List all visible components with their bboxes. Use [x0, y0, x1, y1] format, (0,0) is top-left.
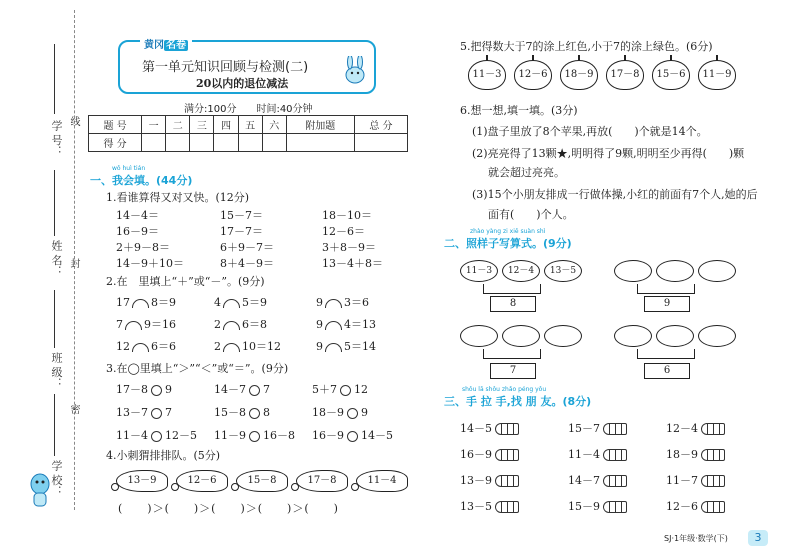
apple[interactable]: 15－6	[652, 60, 690, 90]
score-cell[interactable]	[354, 134, 407, 152]
q3-item: 5＋7 12	[312, 383, 368, 396]
school-line	[54, 394, 55, 456]
compare-circle[interactable]	[340, 385, 351, 396]
plant-stem	[483, 349, 541, 359]
answer-blank[interactable]	[223, 343, 240, 352]
score-table	[88, 115, 408, 152]
score-header: 总 分	[354, 116, 407, 134]
score-info: 满分:100分 时间:40分钟	[184, 104, 313, 115]
q1-item: 18－10＝	[322, 209, 372, 222]
match-item[interactable]: 11－4	[568, 446, 627, 462]
q1-item: 16－9＝	[116, 225, 159, 238]
q2-item: 4 5＝9	[214, 296, 267, 309]
q4-prompt: 4.小刺猬排排队。(5分)	[106, 449, 221, 462]
name-label: 姓 名：	[50, 240, 63, 277]
hand-icon	[495, 423, 519, 435]
plant-leaf[interactable]	[656, 325, 694, 347]
compare-circle[interactable]	[151, 408, 162, 419]
apple[interactable]: 17－8	[606, 60, 644, 90]
score-header: 题 号	[89, 116, 142, 134]
q3-prompt: 3.在◯里填上“＞”“＜”或“＝”。(9分)	[106, 362, 289, 375]
compare-circle[interactable]	[347, 431, 358, 442]
q2-item: 12 6＝6	[116, 340, 176, 353]
q3-item: 16－9 14－5	[312, 429, 393, 442]
hedgehog: 13－9	[116, 470, 168, 492]
class-label: 班 级：	[50, 352, 63, 389]
hand-icon	[495, 475, 519, 487]
score-header: 附加题	[286, 116, 354, 134]
match-item[interactable]: 13－9	[460, 472, 519, 488]
hand-icon	[701, 501, 725, 513]
q2-item: 9 3＝6	[316, 296, 369, 309]
match-item[interactable]: 11－7	[666, 472, 725, 488]
cut-word-secret: 密	[68, 404, 79, 414]
section3-pinyin: shǒu lā shǒu zhǎo péng yǒu	[462, 386, 547, 393]
q1-item: 17－7＝	[220, 225, 263, 238]
q3-item: 11－4 12－5	[116, 429, 197, 442]
match-item[interactable]: 12－4	[666, 420, 725, 436]
section2-title: 二、照样子写算式。(9分)	[444, 237, 572, 250]
student-number-label: 学 号：	[50, 120, 63, 157]
match-item[interactable]: 15－7	[568, 420, 627, 436]
q1-item: 14－9＋10＝	[116, 257, 184, 270]
match-item[interactable]: 18－9	[666, 446, 725, 462]
brand-logo: 黄冈 名卷	[140, 36, 192, 52]
plant-pot: 6	[644, 363, 690, 379]
plant-leaf[interactable]	[460, 325, 498, 347]
section1-title: 一、我会填。(44分)	[90, 174, 193, 187]
page-number: 3	[748, 530, 768, 546]
q1-item: 12－6＝	[322, 225, 365, 238]
q2-prompt: 2.在 里填上“＋”或“－”。(9分)	[106, 275, 265, 288]
hand-icon	[495, 449, 519, 461]
match-item[interactable]: 12－6	[666, 498, 725, 514]
q2-item: 17 8＝9	[116, 296, 176, 309]
apple[interactable]: 11－3	[468, 60, 506, 90]
q2-item: 2 6＝8	[214, 318, 267, 331]
q6-line: (1)盘子里放了8个苹果,再放( )个就是14个。	[472, 125, 708, 138]
name-line	[54, 170, 55, 236]
hand-icon	[495, 501, 519, 513]
compare-circle[interactable]	[249, 385, 260, 396]
plant-leaf[interactable]	[544, 325, 582, 347]
q2-item: 9 5＝14	[316, 340, 376, 353]
hand-icon	[603, 449, 627, 461]
plant-leaf[interactable]	[698, 260, 736, 282]
class-line	[54, 290, 55, 348]
score-cell[interactable]	[142, 134, 166, 152]
q1-item: 13－4＋8＝	[322, 257, 383, 270]
page-subtitle: 20以内的退位减法	[196, 77, 289, 90]
cut-word-seal: 封	[68, 258, 79, 268]
q5-prompt: 5.把得数大于7的涂上红色,小于7的涂上绿色。(6分)	[460, 40, 713, 53]
plant-leaf[interactable]: 11－3	[460, 260, 498, 282]
hand-icon	[701, 449, 725, 461]
footer-label: SJ·1年级·数学(下)	[664, 534, 728, 543]
hand-icon	[603, 475, 627, 487]
section3-title: 三、手 拉 手,找 朋 友。(8分)	[444, 395, 592, 408]
q6-line: 面有( )个人。	[488, 208, 574, 221]
plant-pot: 9	[644, 296, 690, 312]
match-item[interactable]: 16－9	[460, 446, 519, 462]
answer-blank[interactable]	[223, 321, 240, 330]
match-item[interactable]: 13－5	[460, 498, 519, 514]
answer-blank[interactable]	[132, 343, 149, 352]
answer-blank[interactable]	[223, 299, 240, 308]
section2-pinyin: zhào yàng zi xiě suàn shì	[470, 228, 546, 235]
q6-line: (2)亮亮得了13颗★,明明得了9颗,明明至少再得( )颗	[472, 147, 745, 160]
q6-line: 就会超过亮亮。	[488, 166, 565, 179]
q2-item: 2 10＝12	[214, 340, 281, 353]
q1-item: 3＋8－9＝	[322, 241, 376, 254]
hand-icon	[701, 475, 725, 487]
q3-item: 15－8 8	[214, 406, 270, 419]
q3-item: 13－7 7	[116, 406, 172, 419]
cut-word-line: 线	[68, 116, 79, 126]
score-header: 三	[190, 116, 214, 134]
answer-blank[interactable]	[125, 321, 142, 330]
rabbit-icon	[340, 56, 370, 86]
score-cell[interactable]	[262, 134, 286, 152]
q3-item: 11－9 16－8	[214, 429, 295, 442]
match-item[interactable]: 14－7	[568, 472, 627, 488]
q4-answer-blanks[interactable]: ( )＞( )＞( )＞( )＞( )	[118, 502, 339, 515]
plant-stem	[637, 284, 695, 294]
compare-circle[interactable]	[347, 408, 358, 419]
student-number-line	[54, 44, 55, 114]
section1-pinyin: wǒ huì tián	[112, 165, 146, 172]
apple[interactable]: 18－9	[560, 60, 598, 90]
score-header: 四	[214, 116, 238, 134]
hedgehog: 12－6	[176, 470, 228, 492]
apple[interactable]: 11－9	[698, 60, 736, 90]
q1-item: 8＋4－9＝	[220, 257, 274, 270]
compare-circle[interactable]	[249, 408, 260, 419]
plant-leaf[interactable]	[698, 325, 736, 347]
compare-circle[interactable]	[151, 431, 162, 442]
q3-item: 14－7 7	[214, 383, 270, 396]
plant-leaf[interactable]	[614, 260, 652, 282]
score-header: 二	[166, 116, 190, 134]
plant-pot: 8	[490, 296, 536, 312]
plant-leaf[interactable]	[614, 325, 652, 347]
score-cell[interactable]	[214, 134, 238, 152]
hand-icon	[701, 423, 725, 435]
q1-prompt: 1.看谁算得又对又快。(12分)	[106, 191, 250, 204]
score-header: 一	[142, 116, 166, 134]
q1-item: 6＋9－7＝	[220, 241, 274, 254]
q3-item: 17－8 9	[116, 383, 172, 396]
plant-leaf[interactable]	[656, 260, 694, 282]
answer-blank[interactable]	[325, 299, 342, 308]
plant-pot: 7	[490, 363, 536, 379]
q6-line: (3)15个小朋友排成一行做体操,小红的前面有7个人,她的后	[472, 188, 758, 201]
mascot-illustration	[22, 470, 58, 510]
school-label: 学 校：	[50, 460, 63, 497]
compare-circle[interactable]	[249, 431, 260, 442]
q2-item: 9 4＝13	[316, 318, 376, 331]
score-cell[interactable]	[190, 134, 214, 152]
match-item[interactable]: 14－5	[460, 420, 519, 436]
answer-blank[interactable]	[325, 321, 342, 330]
compare-circle[interactable]	[151, 385, 162, 396]
score-cell[interactable]	[286, 134, 354, 152]
q1-item: 15－7＝	[220, 209, 263, 222]
q1-item: 2＋9－8＝	[116, 241, 170, 254]
answer-blank[interactable]	[325, 343, 342, 352]
hedgehog: 11－4	[356, 470, 408, 492]
plant-stem	[637, 349, 695, 359]
q2-item: 7 9＝16	[116, 318, 176, 331]
hedgehog: 17－8	[296, 470, 348, 492]
score-cell[interactable]	[166, 134, 190, 152]
q1-item: 14－4＝	[116, 209, 159, 222]
q6-prompt: 6.想一想,填一填。(3分)	[460, 104, 578, 117]
plant-leaf[interactable]: 13－5	[544, 260, 582, 282]
apple[interactable]: 12－6	[514, 60, 552, 90]
score-header: 六	[262, 116, 286, 134]
score-row-label: 得 分	[89, 134, 142, 152]
page-title: 第一单元知识回顾与检测(二)	[142, 60, 309, 75]
hand-icon	[603, 501, 627, 513]
hedgehog: 15－8	[236, 470, 288, 492]
match-item[interactable]: 15－9	[568, 498, 627, 514]
answer-blank[interactable]	[132, 299, 149, 308]
plant-stem	[483, 284, 541, 294]
score-header: 五	[238, 116, 262, 134]
plant-leaf[interactable]	[502, 325, 540, 347]
plant-leaf[interactable]: 12－4	[502, 260, 540, 282]
q3-item: 18－9 9	[312, 406, 368, 419]
hand-icon	[603, 423, 627, 435]
score-cell[interactable]	[238, 134, 262, 152]
